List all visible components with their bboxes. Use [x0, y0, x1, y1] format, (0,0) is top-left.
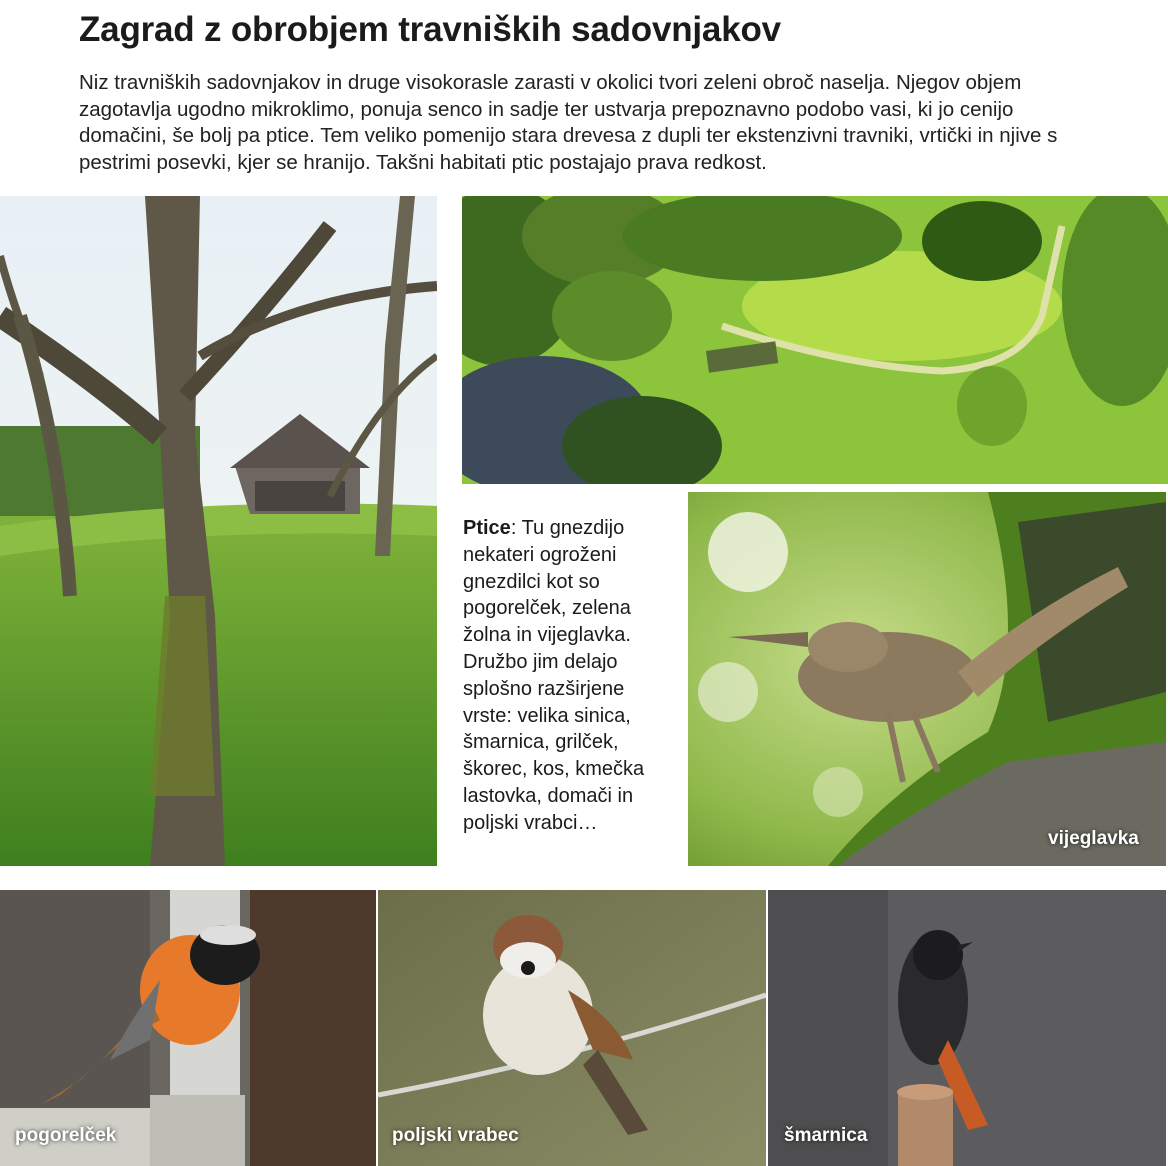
- redstart-caption: pogorelček: [15, 1125, 117, 1146]
- wryneck-photo: [688, 492, 1166, 866]
- orchard-photo: [0, 196, 437, 866]
- page-title: Zagrad z obrobjem travniških sadovnjakov: [79, 10, 781, 49]
- aerial-landscape-photo: [462, 196, 1168, 484]
- intro-paragraph: Niz travniških sadovnjakov in druge visokorasle zarasti v okolici tvori zeleni obroč naselja. Njegov objem zagotavlja ugodno mikroklimo, ponuja senco in sadje ter ustvarja prepoznavno podobo vasi, ki jo cenijo domačini, še bolj pa ptice. Tem veliko pomenijo stara drevesa z dupli ter ekstenzivni travniki, vrtički in njive s pestrimi posevki, kjer se hranijo. Takšni habitati ptic postajajo prava redkost.: [79, 71, 1058, 174]
- wryneck-caption: vijeglavka: [1048, 828, 1139, 849]
- sparrow-caption: poljski vrabec: [392, 1125, 519, 1146]
- birds-description: [463, 515, 678, 837]
- birds-label: Ptice: [463, 517, 511, 539]
- birds-text: : Tu gnezdijo nekateri ogroženi gnezdilci kot so pogorelček, zelena žolna in vijeglavka. Družbo jim delajo splošno razširjene vrste: velika sinica, šmarnica, grilček, škorec, kos, kmečka lastovka, domači in poljski vrabci…: [463, 517, 645, 834]
- black-redstart-caption: šmarnica: [784, 1125, 868, 1146]
